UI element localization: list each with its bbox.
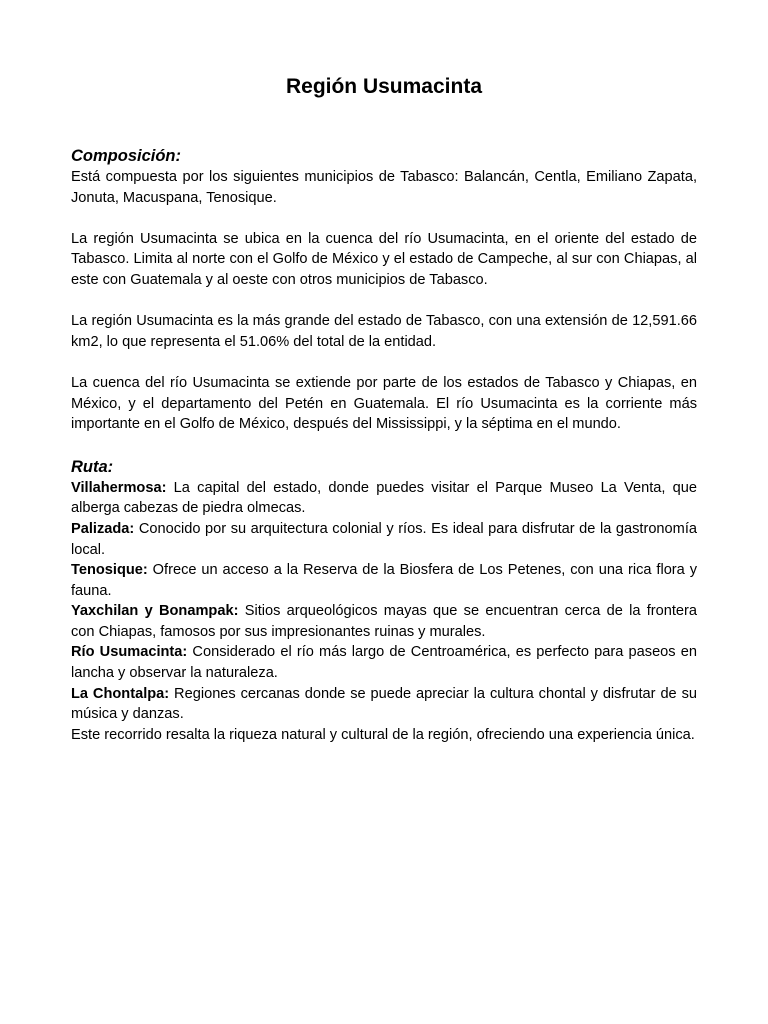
route-stop-palizada	[71, 519, 697, 560]
ruta-heading: Ruta:	[71, 457, 114, 476]
route-stop-text: Conocido por su arquitectura colonial y ríos. Es ideal para disfrutar de la gastronomía local.	[71, 520, 697, 558]
route-stop-name: La Chontalpa:	[71, 685, 170, 702]
route-stop-text: Regiones cercanas donde se puede apreciar la cultura chontal y disfrutar de su música y danzas.	[71, 685, 697, 723]
route-stop-name: Río Usumacinta:	[71, 644, 188, 661]
composicion-paragraph-4: La cuenca del río Usumacinta se extiende por parte de los estados de Tabasco y Chiapas, en México, y el departamento del Petén en Guatemala. El río Usumacinta es la corriente más importante en el Golfo de México, después del Mississippi, y la séptima en el mundo.	[71, 374, 697, 433]
route-stop-name: Tenosique:	[71, 562, 148, 579]
composicion-paragraph-2: La región Usumacinta se ubica en la cuenca del río Usumacinta, en el oriente del estado de Tabasco. Limita al norte con el Golfo de México y el estado de Campeche, al sur con Chiapas, al este con Guatemala y al oeste con otros municipios de Tabasco.	[71, 230, 697, 288]
composicion-paragraph-3: La región Usumacinta es la más grande del estado de Tabasco, con una extensión de 12,591.66 km2, lo que representa el 51.06% del total de la entidad.	[71, 313, 697, 350]
composicion-heading: Composición:	[71, 147, 181, 165]
route-stop-name: Palizada:	[71, 520, 135, 537]
route-stop-text: Considerado el río más largo de Centroamérica, es perfecto para paseos en lancha y observar la naturaleza.	[71, 644, 697, 682]
page-title: Región Usumacinta	[285, 75, 483, 98]
route-stop-villahermosa	[71, 478, 697, 519]
ruta-closing-paragraph: Este recorrido resalta la riqueza natural y cultural de la región, ofreciendo una experiencia única.	[71, 726, 695, 743]
route-stop-rio-usumacinta	[71, 642, 697, 683]
route-stop-name: Yaxchilan y Bonampak:	[71, 603, 239, 620]
route-stop-text: Ofrece un acceso a la Reserva de la Biosfera de Los Petenes, con una rica flora y fauna.	[71, 562, 697, 599]
composicion-paragraph-1: Está compuesta por los siguientes municipios de Tabasco: Balancán, Centla, Emiliano Zapata, Jonuta, Macuspana, Tenosique.	[71, 169, 697, 206]
route-stop-text: La capital del estado, donde puedes visitar el Parque Museo La Venta, que alberga cabezas de piedra olmecas.	[71, 479, 697, 517]
route-stop-name: Villahermosa:	[71, 479, 167, 496]
route-stop-yaxchilan-bonampak	[71, 601, 697, 642]
document-page	[71, 0, 697, 745]
route-stop-text: Sitios arqueológicos mayas que se encuentran cerca de la frontera con Chiapas, famosos por sus impresionantes ruinas y murales.	[71, 603, 697, 640]
route-stop-la-chontalpa	[71, 684, 697, 725]
route-stop-tenosique	[71, 560, 697, 601]
